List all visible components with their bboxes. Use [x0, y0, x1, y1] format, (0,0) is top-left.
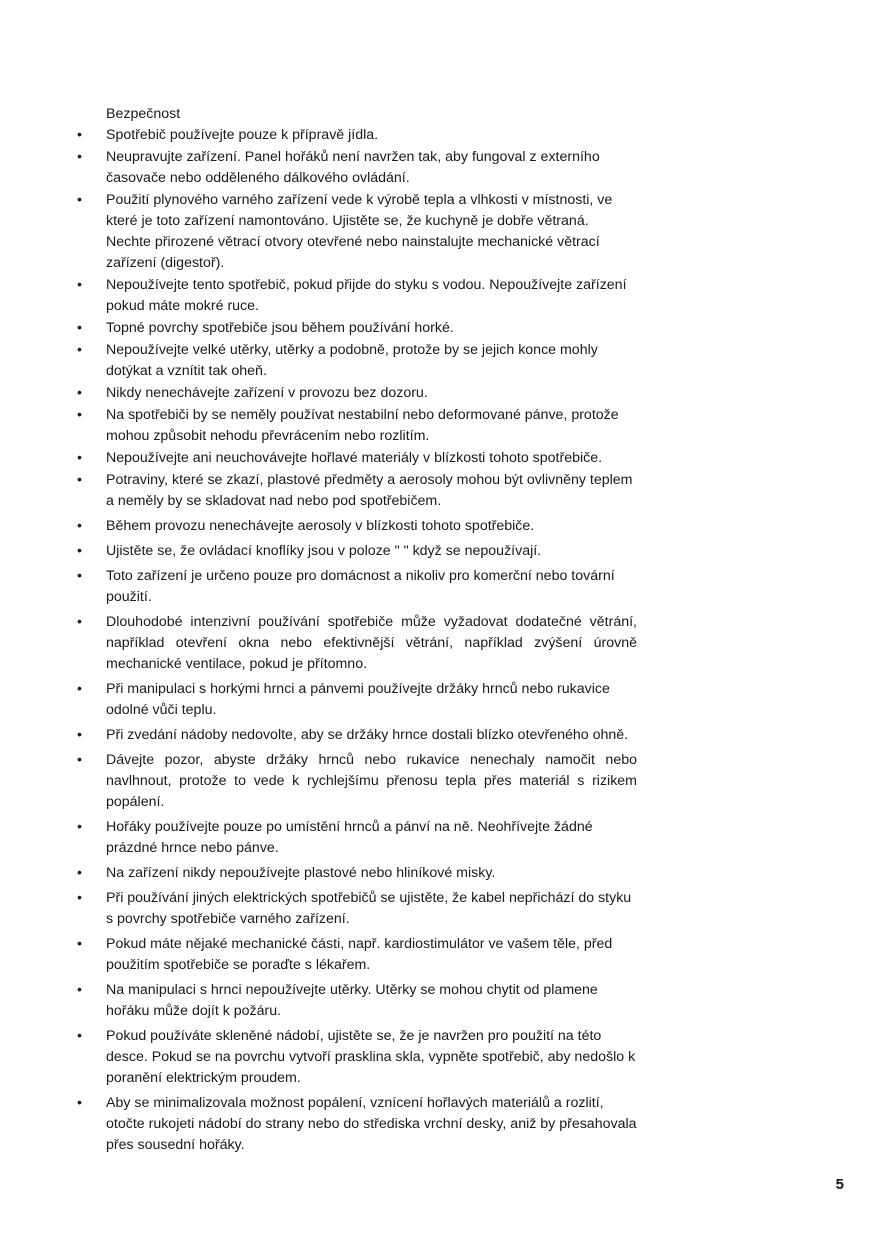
bullet-icon: •	[77, 614, 82, 630]
list-item	[77, 190, 637, 274]
list-item	[77, 679, 637, 721]
list-item-text: Nepoužívejte velké utěrky, utěrky a podobně, protože by se jejich konce mohly dotýkat a vznítit tak oheň.	[106, 342, 598, 379]
list-item-text: Použití plynového varného zařízení vede k výrobě tepla a vlhkosti v místnosti, ve které je toto zařízení namontováno. Ujistěte se, že kuchyně je dobře větraná. Nechte přirozené větrací otvory otevřené nebo nainstalujte mechanické větrací zařízení (digestoř).	[106, 192, 613, 271]
list-item	[77, 888, 637, 930]
list-item-text: Hořáky používejte pouze po umístění hrnců a pánví na ně. Neohřívejte žádné prázdné hrnce nebo pánve.	[106, 819, 593, 856]
list-item	[77, 147, 637, 189]
list-item	[77, 1026, 637, 1089]
bullet-icon: •	[77, 149, 82, 165]
list-item-text: Na zařízení nikdy nepoužívejte plastové nebo hliníkové misky.	[106, 865, 496, 881]
list-item	[77, 516, 637, 537]
list-item-text: Dávejte pozor, abyste držáky hrnců nebo rukavice nenechaly namočit nebo navlhnout, protože to vede k rychlejšímu přenosu tepla přes materiál s rizikem popálení.	[106, 752, 637, 810]
bullet-icon: •	[77, 385, 82, 401]
list-item	[77, 405, 637, 447]
list-item	[77, 980, 637, 1022]
list-item-text: Topné povrchy spotřebiče jsou během používání horké.	[106, 320, 454, 336]
list-item	[77, 448, 637, 469]
bullet-icon: •	[77, 192, 82, 208]
page-number: 5	[835, 1176, 844, 1193]
bullet-icon: •	[77, 982, 82, 998]
list-item-text: Na manipulaci s hrnci nepoužívejte utěrky. Utěrky se mohou chytit od plamene hořáku může dojít k požáru.	[106, 982, 598, 1019]
bullet-icon: •	[77, 819, 82, 835]
list-item	[77, 750, 637, 813]
list-item-text: Ujistěte se, že ovládací knoflíky jsou v poloze " " když se nepoužívají.	[106, 543, 542, 559]
list-item	[77, 612, 637, 675]
list-item	[77, 470, 637, 512]
bullet-icon: •	[77, 936, 82, 952]
bullet-icon: •	[77, 472, 82, 488]
list-item-text: Neupravujte zařízení. Panel hořáků není navržen tak, aby fungoval z externího časovače nebo odděleného dálkového ovládání.	[106, 149, 600, 186]
list-item	[77, 275, 637, 317]
list-item-text: Během provozu nenechávejte aerosoly v blízkosti tohoto spotřebiče.	[106, 518, 535, 534]
list-item-text: Nepoužívejte tento spotřebič, pokud přijde do styku s vodou. Nepoužívejte zařízení pokud máte mokré ruce.	[106, 277, 627, 314]
bullet-icon: •	[77, 320, 82, 336]
list-item	[77, 863, 637, 884]
bullet-icon: •	[77, 342, 82, 358]
list-item-text: Nepoužívejte ani neuchovávejte hořlavé materiály v blízkosti tohoto spotřebiče.	[106, 450, 603, 466]
bullet-icon: •	[77, 1028, 82, 1044]
list-item	[77, 541, 637, 562]
bullet-icon: •	[77, 518, 82, 534]
list-item	[77, 725, 637, 746]
list-item-text: Potraviny, které se zkazí, plastové předměty a aerosoly mohou být ovlivněny teplem a neměly by se skladovat nad nebo pod spotřebičem.	[106, 472, 633, 509]
bullet-icon: •	[77, 450, 82, 466]
list-item	[77, 383, 637, 404]
bullet-icon: •	[77, 1095, 82, 1111]
bullet-icon: •	[77, 277, 82, 293]
list-item	[77, 566, 637, 608]
list-item	[77, 340, 637, 382]
bullet-icon: •	[77, 127, 82, 143]
list-item	[77, 318, 637, 339]
bullet-icon: •	[77, 890, 82, 906]
list-item-text: Nikdy nenechávejte zařízení v provozu bez dozoru.	[106, 385, 428, 401]
safety-bullet-list	[77, 125, 637, 1156]
list-item	[77, 817, 637, 859]
list-item-text: Toto zařízení je určeno pouze pro domácnost a nikoliv pro komerční nebo tovární použití.	[106, 568, 615, 605]
bullet-icon: •	[77, 407, 82, 423]
bullet-icon: •	[77, 865, 82, 881]
safety-section	[77, 104, 637, 1157]
list-item	[77, 934, 637, 976]
bullet-icon: •	[77, 727, 82, 743]
list-item-text: Spotřebič používejte pouze k přípravě jídla.	[106, 127, 379, 143]
bullet-icon: •	[77, 681, 82, 697]
bullet-icon: •	[77, 568, 82, 584]
bullet-icon: •	[77, 752, 82, 768]
section-heading: Bezpečnost	[106, 106, 181, 122]
bullet-icon: •	[77, 543, 82, 559]
list-item-text: Pokud používáte skleněné nádobí, ujistěte se, že je navržen pro použití na této desce. Pokud se na povrchu vytvoří prasklina skla, vypněte spotřebič, aby nedošlo k poranění elektrickým proudem.	[106, 1028, 636, 1086]
list-item-text: Při používání jiných elektrických spotřebičů se ujistěte, že kabel nepřichází do styku s povrchy spotřebiče varného zařízení.	[106, 890, 632, 927]
list-item-text: Při manipulaci s horkými hrnci a pánvemi používejte držáky hrnců nebo rukavice odolné vůči teplu.	[106, 681, 610, 718]
list-item	[77, 1093, 637, 1156]
list-item	[77, 125, 637, 146]
list-item-text: Aby se minimalizovala možnost popálení, vznícení hořlavých materiálů a rozlití, otočte rukojeti nádobí do strany nebo do střediska vrchní desky, aniž by přesahovala přes sousední hořáky.	[106, 1095, 637, 1153]
list-item-text: Dlouhodobé intenzivní používání spotřebiče může vyžadovat dodatečné větrání, například otevření okna nebo efektivnější větrání, například zvýšení úrovně mechanické ventilace, pokud je přítomno.	[106, 614, 637, 672]
list-item-text: Pokud máte nějaké mechanické části, např. kardiostimulátor ve vašem těle, před použitím spotřebiče se poraďte s lékařem.	[106, 936, 613, 973]
list-item-text: Při zvedání nádoby nedovolte, aby se držáky hrnce dostali blízko otevřeného ohně.	[106, 727, 629, 743]
list-item-text: Na spotřebiči by se neměly používat nestabilní nebo deformované pánve, protože mohou způsobit nehodu převrácením nebo rozlitím.	[106, 407, 619, 444]
